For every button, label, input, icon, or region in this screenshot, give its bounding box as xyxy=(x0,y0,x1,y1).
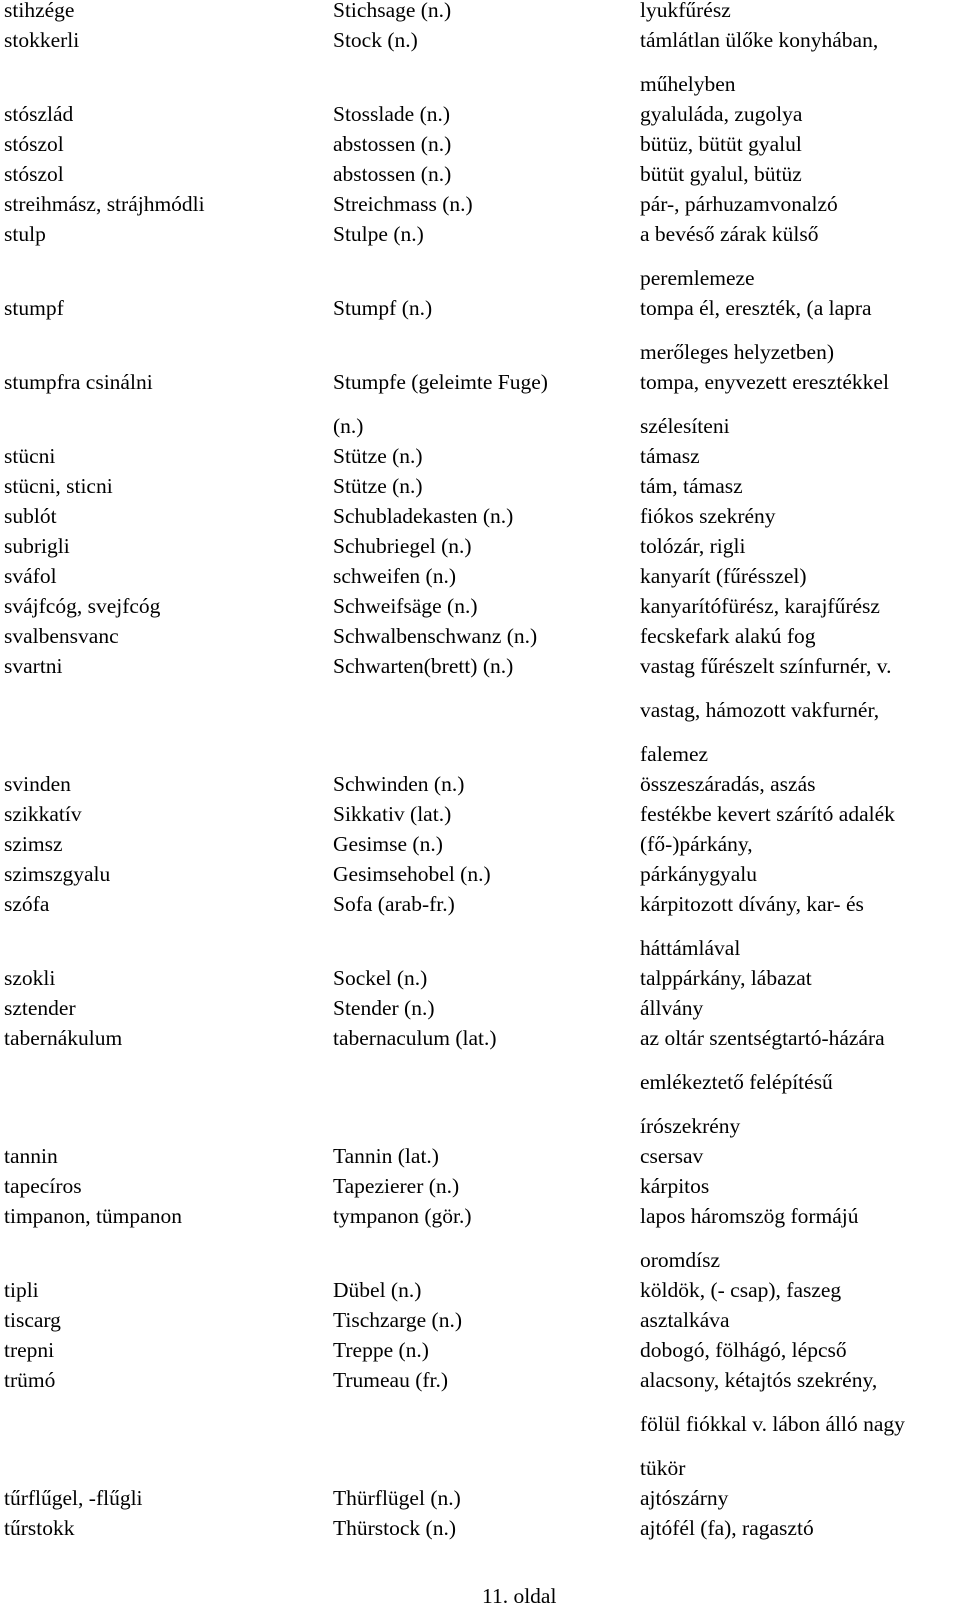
source-term: Stütze (n.) xyxy=(333,474,423,498)
meaning: tompa él, ereszték, (a lapra xyxy=(640,296,872,320)
meaning-continuation: műhelyben xyxy=(640,72,736,96)
page-number: 11. oldal xyxy=(482,1584,557,1608)
hungarian-term: tiscarg xyxy=(4,1308,61,1332)
source-term: Stütze (n.) xyxy=(333,444,423,468)
hungarian-term: subrigli xyxy=(4,534,70,558)
meaning-continuation: szélesíteni xyxy=(640,414,730,438)
meaning: köldök, (- csap), faszeg xyxy=(640,1278,842,1302)
hungarian-term: sztender xyxy=(4,996,76,1020)
meaning: ajtószárny xyxy=(640,1486,729,1510)
hungarian-term: streihmász, strájhmódli xyxy=(4,192,205,216)
meaning: tolózár, rigli xyxy=(640,534,746,558)
meaning-continuation: vastag, hámozott vakfurnér, xyxy=(640,698,880,722)
hungarian-term: sublót xyxy=(4,504,57,528)
hungarian-term: trümó xyxy=(4,1368,56,1392)
meaning-continuation: írószekrény xyxy=(640,1114,741,1138)
source-term: Dübel (n.) xyxy=(333,1278,422,1302)
meaning: kanyarítófürész, karajfűrész xyxy=(640,594,880,618)
hungarian-term: svájfcóg, svejfcóg xyxy=(4,594,161,618)
source-term: Sofa (arab-fr.) xyxy=(333,892,455,916)
meaning-continuation: oromdísz xyxy=(640,1248,721,1272)
meaning: kárpitos xyxy=(640,1174,710,1198)
meaning: lyukfűrész xyxy=(640,0,731,22)
source-term: Tapezierer (n.) xyxy=(333,1174,460,1198)
source-term: abstossen (n.) xyxy=(333,162,452,186)
meaning: (fő-)párkány, xyxy=(640,832,753,856)
meaning: tám, támasz xyxy=(640,474,743,498)
source-term: Stender (n.) xyxy=(333,996,435,1020)
hungarian-term: stószol xyxy=(4,162,64,186)
source-term: Stumpf (n.) xyxy=(333,296,433,320)
meaning: alacsony, kétajtós szekrény, xyxy=(640,1368,878,1392)
source-term: Thürflügel (n.) xyxy=(333,1486,461,1510)
meaning: kanyarít (fűrésszel) xyxy=(640,564,807,588)
hungarian-term: stumpf xyxy=(4,296,64,320)
source-term: Stosslade (n.) xyxy=(333,102,451,126)
meaning: ajtófél (fa), ragasztó xyxy=(640,1516,814,1540)
source-term: schweifen (n.) xyxy=(333,564,456,588)
meaning: fecskefark alakú fog xyxy=(640,624,816,648)
hungarian-term: szimszgyalu xyxy=(4,862,111,886)
meaning: csersav xyxy=(640,1144,704,1168)
source-term: Stichsage (n.) xyxy=(333,0,452,22)
source-term: Thürstock (n.) xyxy=(333,1516,456,1540)
source-term: Schwinden (n.) xyxy=(333,772,465,796)
meaning: tompa, enyvezett eresztékkel xyxy=(640,370,889,394)
meaning-continuation: háttámlával xyxy=(640,936,741,960)
source-term: Tischzarge (n.) xyxy=(333,1308,462,1332)
meaning-continuation: emlékeztető felépítésű xyxy=(640,1070,833,1094)
hungarian-term: stulp xyxy=(4,222,46,246)
meaning: gyaluláda, zugolya xyxy=(640,102,803,126)
source-term: abstossen (n.) xyxy=(333,132,452,156)
meaning: támlátlan ülőke konyhában, xyxy=(640,28,879,52)
meaning: festékbe kevert szárító adalék xyxy=(640,802,895,826)
hungarian-term: szimsz xyxy=(4,832,63,856)
hungarian-term: timpanon, tümpanon xyxy=(4,1204,182,1228)
source-term: Schubriegel (n.) xyxy=(333,534,472,558)
hungarian-term: stumpfra csinálni xyxy=(4,370,153,394)
meaning: támasz xyxy=(640,444,700,468)
meaning: vastag fűrészelt színfurnér, v. xyxy=(640,654,892,678)
hungarian-term: trepni xyxy=(4,1338,55,1362)
meaning: asztalkáva xyxy=(640,1308,730,1332)
hungarian-term: szokli xyxy=(4,966,56,990)
source-term: Sikkativ (lat.) xyxy=(333,802,452,826)
meaning: dobogó, fölhágó, lépcső xyxy=(640,1338,847,1362)
meaning: állvány xyxy=(640,996,704,1020)
source-term: Schwarten(brett) (n.) xyxy=(333,654,514,678)
meaning: fiókos szekrény xyxy=(640,504,776,528)
hungarian-term: tabernákulum xyxy=(4,1026,123,1050)
hungarian-term: tipli xyxy=(4,1278,39,1302)
source-term: Trumeau (fr.) xyxy=(333,1368,449,1392)
hungarian-term: tűrflűgel, -flűgli xyxy=(4,1486,143,1510)
meaning: párkánygyalu xyxy=(640,862,758,886)
source-term: Gesimsehobel (n.) xyxy=(333,862,491,886)
meaning: a bevéső zárak külső xyxy=(640,222,819,246)
meaning-continuation: falemez xyxy=(640,742,709,766)
hungarian-term: stószol xyxy=(4,132,64,156)
source-term: tabernaculum (lat.) xyxy=(333,1026,497,1050)
meaning: bütüz, bütüt gyalul xyxy=(640,132,802,156)
source-term: tympanon (gör.) xyxy=(333,1204,472,1228)
hungarian-term: tannin xyxy=(4,1144,58,1168)
source-term: Streichmass (n.) xyxy=(333,192,473,216)
source-term: Sockel (n.) xyxy=(333,966,428,990)
source-term: Gesimse (n.) xyxy=(333,832,443,856)
meaning: összeszáradás, aszás xyxy=(640,772,816,796)
hungarian-term: svalbensvanc xyxy=(4,624,119,648)
meaning-continuation: merőleges helyzetben) xyxy=(640,340,835,364)
hungarian-term: tűrstokk xyxy=(4,1516,75,1540)
meaning-continuation: peremlemeze xyxy=(640,266,755,290)
hungarian-term: stücni, sticni xyxy=(4,474,113,498)
meaning-continuation: fölül fiókkal v. lábon álló nagy xyxy=(640,1412,905,1436)
meaning: kárpitozott dívány, kar- és xyxy=(640,892,864,916)
hungarian-term: stokkerli xyxy=(4,28,80,52)
source-term: Stock (n.) xyxy=(333,28,418,52)
hungarian-term: stószlád xyxy=(4,102,74,126)
hungarian-term: svartni xyxy=(4,654,63,678)
hungarian-term: svinden xyxy=(4,772,71,796)
hungarian-term: sváfol xyxy=(4,564,57,588)
source-term: Schwalbenschwanz (n.) xyxy=(333,624,538,648)
meaning: az oltár szentségtartó-házára xyxy=(640,1026,885,1050)
meaning: pár-, párhuzamvonalzó xyxy=(640,192,838,216)
meaning: lapos háromszög formájú xyxy=(640,1204,859,1228)
source-term: Stulpe (n.) xyxy=(333,222,424,246)
hungarian-term: tapecíros xyxy=(4,1174,82,1198)
source-term: Stumpfe (geleimte Fuge) xyxy=(333,370,548,394)
source-term: Schubladekasten (n.) xyxy=(333,504,514,528)
source-term: Schweifsäge (n.) xyxy=(333,594,478,618)
meaning: talppárkány, lábazat xyxy=(640,966,812,990)
hungarian-term: stücni xyxy=(4,444,56,468)
hungarian-term: szikkatív xyxy=(4,802,82,826)
source-term: Treppe (n.) xyxy=(333,1338,429,1362)
meaning: bütüt gyalul, bütüz xyxy=(640,162,802,186)
source-term-continuation: (n.) xyxy=(333,414,364,438)
source-term: Tannin (lat.) xyxy=(333,1144,439,1168)
meaning-continuation: tükör xyxy=(640,1456,686,1480)
hungarian-term: stihzége xyxy=(4,0,75,22)
hungarian-term: szófa xyxy=(4,892,50,916)
